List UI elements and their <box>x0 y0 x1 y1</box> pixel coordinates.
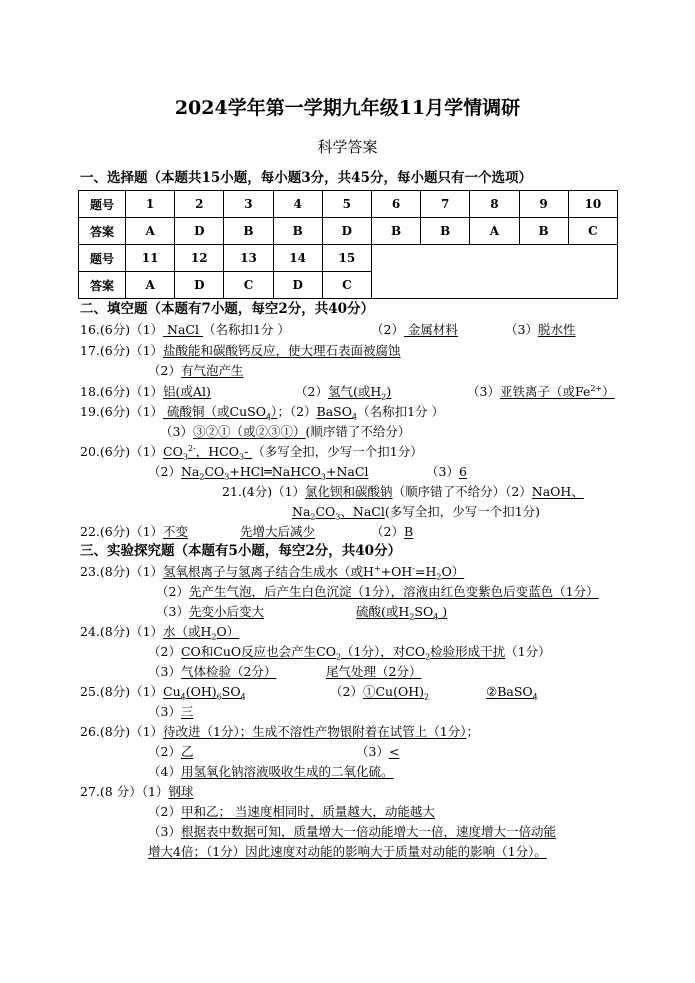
table-cell: D <box>175 218 224 245</box>
question-26-part2: （2）乙 <box>148 744 194 759</box>
question-22-part2 <box>240 524 315 540</box>
empty-cell <box>371 245 617 299</box>
table-row <box>79 191 618 218</box>
answer: 待改进（1分）；生成不溶性产物银附着在试管上（1分） <box>163 724 467 739</box>
answer: 乙 <box>180 744 194 759</box>
question-24-part3: （3）气体检验（2分） <box>148 664 277 679</box>
table-row <box>79 245 618 272</box>
question-25-part4: （3）三 <box>148 704 194 719</box>
question-24-part4 <box>326 664 421 680</box>
answer: 钢球 <box>168 784 194 799</box>
question-16: 16.(6分)（1） NaCl （名称扣1分 ） <box>80 322 290 337</box>
answer: $①Cu(OH)_2$ <box>362 684 430 702</box>
answer: 铝(或Al) <box>163 384 211 399</box>
question-18-part3: （3）亚铁离子（或$Fe^{2+}$） <box>467 383 615 399</box>
table-cell: D <box>273 272 322 299</box>
answer: 三 <box>180 704 194 719</box>
answer: 脱水性 <box>537 322 576 337</box>
table-cell: 12 <box>175 245 224 272</box>
row-label-num: 题号 <box>79 245 126 272</box>
question-27-part3: （3）根据表中数据可知，质量增大一倍动能增大一倍，速度增大一倍动能 <box>148 824 556 839</box>
question-27: 27.(8 分）（1）钢球 <box>80 784 194 799</box>
answer: 金属材料 <box>403 322 458 337</box>
question-number: 17.(6分) <box>80 343 131 358</box>
answer: 增大4倍；（1分）因此速度对动能的影响大于质量对动能的影响（1分）。 <box>148 844 547 859</box>
answer: 有气泡产生 <box>180 363 244 378</box>
question-24-part2: （2）CO和CuO反应也会产生$CO_2(1$分），对$CO_2$检验形成干扰（1分） <box>148 644 551 662</box>
answer: 根据表中数据可知，质量增大一倍动能增大一倍，速度增大一倍动能 <box>180 824 556 839</box>
question-20-part3: （3）6 <box>426 464 467 479</box>
question-21: 21.(4分)（1）氯化钡和碳酸钠（顺序错了不给分）（2）NaOH、 <box>222 484 584 499</box>
answer: 甲和乙； 当速度相同时，质量越大，动能越大 <box>180 804 435 819</box>
answer: ②BaSO$_4$ <box>486 684 538 702</box>
table-cell: C <box>224 272 273 299</box>
table-cell: D <box>322 218 371 245</box>
table-cell: A <box>470 218 519 245</box>
table-cell: A <box>126 218 175 245</box>
answer: 用氢氧化钠溶液吸收生成的二氧化硫。 <box>180 764 394 779</box>
question-17: 17.(6分)（1）盐酸能和碳酸钙反应，使大理石表面被腐蚀 <box>80 343 401 358</box>
answer: $Cu_4(OH)_6SO_4$ <box>163 684 246 702</box>
answer: 亚铁离子（或$Fe^{2+}$） <box>499 383 615 399</box>
question-18-part2: （2）氢气(或$H_2$) <box>295 384 392 402</box>
section1-heading: 一、选择题（本题共15小题，每小题3分，共45分，每小题只有一个选项） <box>80 170 532 186</box>
question-26: 26.(8分)（1）待改进（1分）；生成不溶性产物银附着在试管上（1分）； <box>80 724 479 739</box>
answer: 硫酸铜（或CuSO$_4$） <box>163 404 278 422</box>
question-21-part2: $Na_2CO_3$、NaCl(多写全扣，少写一个扣1分) <box>292 504 541 522</box>
question-number: 27.(8 分 <box>80 784 130 799</box>
table-cell: B <box>273 218 322 245</box>
question-23-part3: （3）先变小后变大 <box>156 604 264 619</box>
table-cell: 2 <box>175 191 224 218</box>
table-cell: 10 <box>568 191 617 218</box>
table-cell: 4 <box>273 191 322 218</box>
question-22-part3: （2）B <box>371 524 414 539</box>
answer: 尾气处理（2分） <box>326 664 422 679</box>
row-label-num: 题号 <box>79 191 126 218</box>
question-17-part2: （2）有气泡产生 <box>148 363 244 378</box>
question-number: 25.(8分) <box>80 684 131 699</box>
row-label-ans: 答案 <box>79 218 126 245</box>
answer: 先增大后减少 <box>240 524 316 539</box>
answer: $Na_2CO_3$、NaCl <box>292 504 385 522</box>
answer: $Na_2CO_3+HCl═NaHCO_3+NaCl$ <box>180 464 369 482</box>
answer: 不变 <box>163 524 189 539</box>
question-number: 26.(8分) <box>80 724 131 739</box>
table-cell: 15 <box>322 245 371 272</box>
question-16-part2: （2） 金属材料 <box>371 322 458 337</box>
section2-heading: 二、填空题（本题有7小题，每空2分，共40分） <box>80 301 375 317</box>
section3-heading: 三、实验探究题（本题有5小题，每空2分，共40分） <box>80 543 402 559</box>
answer: 先产生气泡，后产生白色沉淀（1分），溶液由红色变紫色后变蓝色（1分） <box>188 584 599 599</box>
answer: NaCl <box>163 322 203 337</box>
question-18: 18.(6分)（1）铝(或Al) <box>80 384 211 399</box>
answer: BaSO$_4$ <box>316 404 358 422</box>
question-24: 24.(8分)（1）水（或$H_2O$） <box>80 624 240 642</box>
answer: $CO_3^{2-}$，$HCO_3-$ <box>163 443 253 462</box>
answer: 氯化钡和碳酸钠 <box>305 484 393 499</box>
table-cell: 7 <box>421 191 470 218</box>
row-label-ans: 答案 <box>79 272 126 299</box>
answer: 先变小后变大 <box>188 604 264 619</box>
question-number: 21.(4分) <box>222 484 273 499</box>
table-cell: 3 <box>224 191 273 218</box>
question-23-part2: （2）先产生气泡，后产生白色沉淀（1分），溶液由红色变紫色后变蓝色（1分） <box>156 584 599 599</box>
question-23-part4 <box>356 604 447 620</box>
answer: B <box>403 524 414 539</box>
question-25-part3 <box>486 684 538 700</box>
table-cell: B <box>421 218 470 245</box>
answer: < <box>388 744 400 759</box>
question-20: 20.(6分)$(1)CO_3^{2-}$，$HCO_3-$ （多写全扣，少写一个扣1分） <box>80 443 423 462</box>
table-cell: B <box>224 218 273 245</box>
table-cell: 11 <box>126 245 175 272</box>
answer: 氢氧根离子与氢离子结合生成水（或$H^++OH^-=H_2O$） <box>163 563 465 582</box>
question-number: 22.(6分) <box>80 524 131 539</box>
question-number: 24.(8分) <box>80 624 131 639</box>
question-number: 20.(6分) <box>80 444 131 459</box>
table-cell: 5 <box>322 191 371 218</box>
page-title: 2024学年第一学期九年级11月学情调研 <box>174 97 521 119</box>
question-20-part2: $(2)Na_2CO_3+HCl═NaHCO_3+NaCl$ <box>148 464 369 482</box>
question-16-part3: （3）脱水性 <box>505 322 576 337</box>
table-cell: A <box>126 272 175 299</box>
question-22: 22.(6分)（1）不变 <box>80 524 189 539</box>
question-26-part3: （3）< <box>356 744 400 759</box>
table-cell: B <box>519 218 568 245</box>
question-25: 25.(8分)$(1)Cu_4(OH)_6SO_4$ <box>80 684 246 702</box>
answer: 氢气(或$H_2$) <box>327 384 392 402</box>
table-cell: D <box>175 272 224 299</box>
question-number: 23.(8分) <box>80 564 131 579</box>
answer-table <box>78 190 618 299</box>
answer: 6 <box>458 464 467 479</box>
table-cell: 9 <box>519 191 568 218</box>
table-cell: 6 <box>371 191 420 218</box>
question-26-part4: （4）用氢氧化钠溶液吸收生成的二氧化硫。 <box>148 764 394 779</box>
answer: 水（或$H_2O$） <box>163 624 240 642</box>
question-25-part2: $(2)①Cu(OH)_2$ <box>330 684 430 702</box>
table-cell: B <box>371 218 420 245</box>
answer: 气体检验（2分） <box>180 664 277 679</box>
question-19-part3: （3）③②①（或②③①）(顺序错了不给分） <box>160 424 411 439</box>
table-cell: C <box>568 218 617 245</box>
question-19: 19.(6分)（1） 硫酸铜（或CuSO$_4$）；（2）BaSO$_4$（名称扣1分 ） <box>80 404 444 422</box>
answer: 硫酸(或$H_2SO_4$ ) <box>356 604 448 622</box>
answer: 盐酸能和碳酸钙反应，使大理石表面被腐蚀 <box>163 343 401 358</box>
question-number: 18.(6分) <box>80 384 131 399</box>
question-number: 19.(6分) <box>80 404 131 419</box>
table-cell: 8 <box>470 191 519 218</box>
question-number: 16.(6分) <box>80 322 131 337</box>
answer: ③②①（或②③①） <box>192 424 306 439</box>
table-cell: 1 <box>126 191 175 218</box>
question-27-part3-line2 <box>148 844 547 860</box>
table-cell: C <box>322 272 371 299</box>
question-27-part2: （2）甲和乙； 当速度相同时，质量越大，动能越大 <box>148 804 435 819</box>
table-cell: 13 <box>224 245 273 272</box>
answer: CO和CuO反应也会产生$CO_2(1$分），对$CO_2$检验形成干扰 <box>180 644 506 662</box>
table-row <box>79 218 618 245</box>
answer: NaOH、 <box>531 484 584 499</box>
question-23: 23.(8分)（1）氢氧根离子与氢离子结合生成水（或$H^++OH^-=H_2O$） <box>80 563 465 582</box>
page-subtitle: 科学答案 <box>317 138 378 156</box>
table-cell: 14 <box>273 245 322 272</box>
